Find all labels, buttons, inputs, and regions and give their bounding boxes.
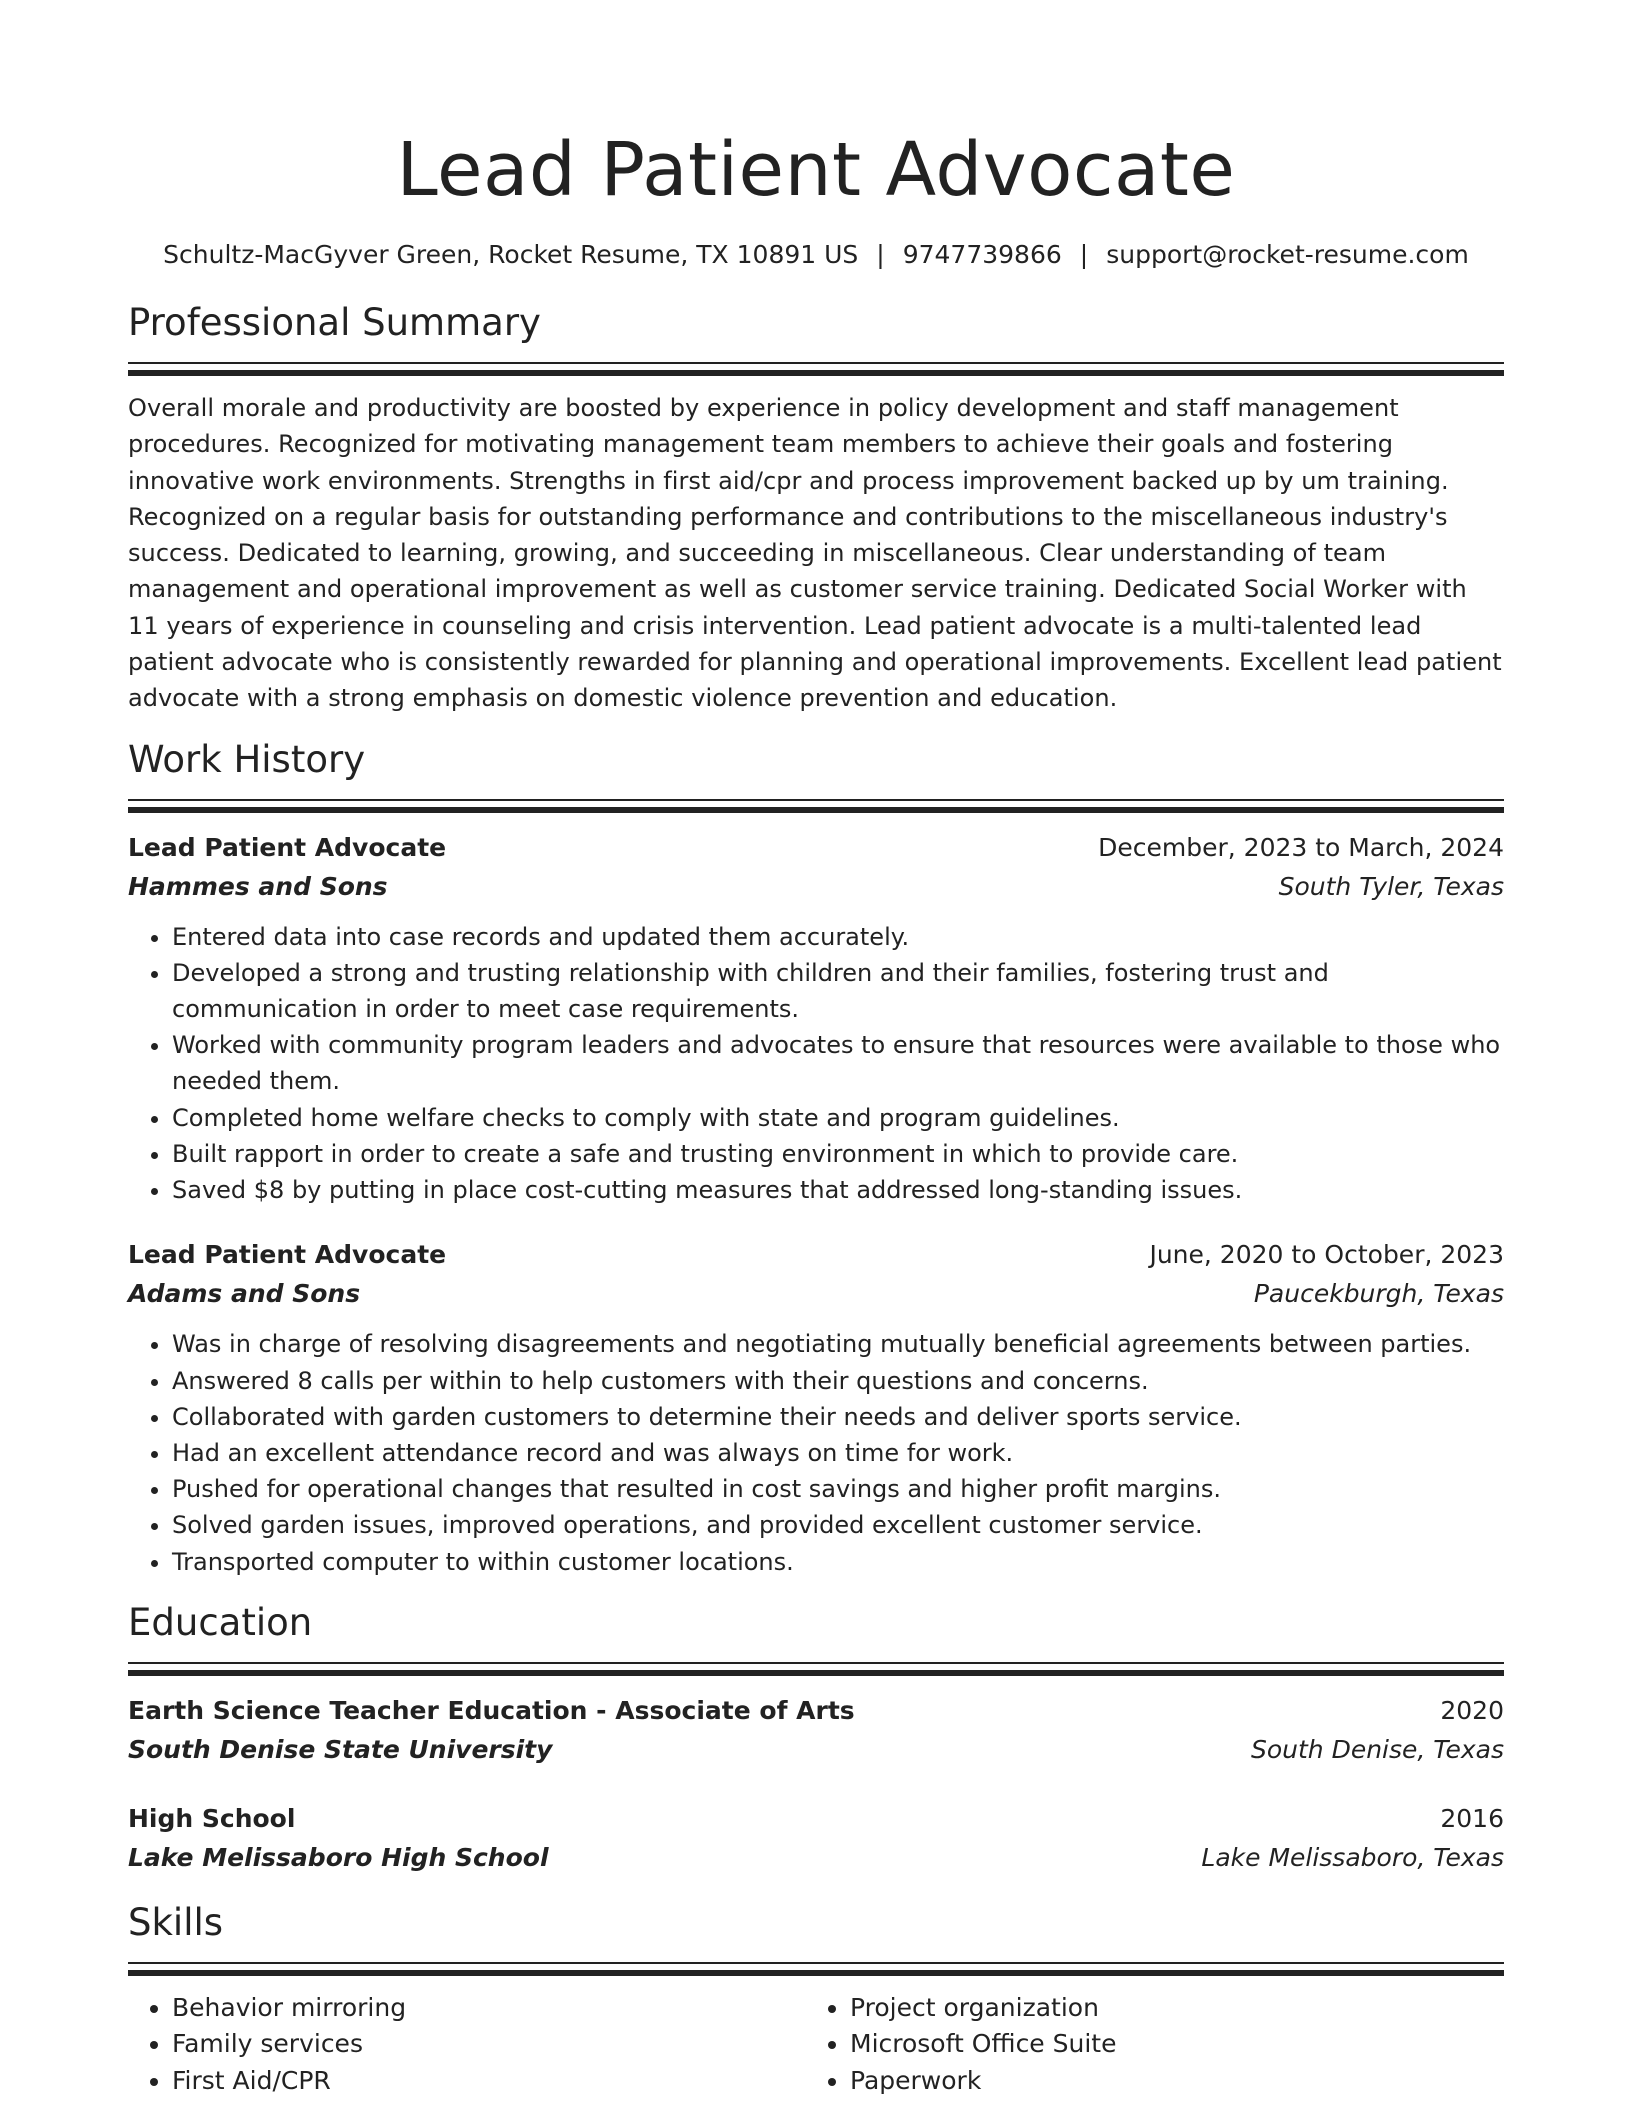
school-name: Lake Melissaboro High School xyxy=(128,1842,549,1872)
list-item: • Solved garden issues, improved operations, and provided excellent customer service. xyxy=(172,1507,1504,1543)
section-heading-work: Work History xyxy=(128,737,366,781)
job-location: Paucekburgh, Texas xyxy=(1253,1279,1504,1309)
list-item: • Pushed for operational changes that resulted in cost savings and higher profit margins. xyxy=(172,1471,1504,1507)
list-item: • Answered 8 calls per within to help customers with their questions and concerns. xyxy=(172,1363,1504,1399)
work-section xyxy=(128,735,1504,1580)
list-item: • Entered data into case records and updated them accurately. xyxy=(172,919,1504,955)
education-year: 2016 xyxy=(1440,1803,1504,1833)
education-entry xyxy=(128,1800,1504,1878)
job-dates: June, 2020 to October, 2023 xyxy=(1149,1240,1504,1270)
skill-item: • First Aid/CPR xyxy=(172,2063,806,2099)
job-company: Hammes and Sons xyxy=(128,871,388,901)
degree: High School xyxy=(128,1803,296,1833)
resume-page xyxy=(128,0,1504,2099)
job-entry xyxy=(128,1236,1504,1579)
section-heading-education: Education xyxy=(128,1600,313,1644)
school-location: Lake Melissaboro, Texas xyxy=(1201,1842,1504,1872)
school-location: South Denise, Texas xyxy=(1250,1734,1504,1764)
list-item: • Was in charge of resolving disagreements and negotiating mutually beneficial agreements between parties. xyxy=(172,1326,1504,1362)
section-divider xyxy=(128,362,1504,376)
skills-section xyxy=(128,1898,1504,2099)
skills-columns xyxy=(128,1990,1504,2099)
list-item: • Worked with community program leaders and advocates to ensure that resources were available to those who needed them. xyxy=(172,1027,1504,1099)
list-item: • Built rapport in order to create a safe and trusting environment in which to provide care. xyxy=(172,1136,1504,1172)
contact-address: Schultz-MacGyver Green, Rocket Resume, TX 10891 US xyxy=(163,240,859,269)
skill-item: • Behavior mirroring xyxy=(172,1990,806,2026)
skill-item: • Project organization xyxy=(850,1990,1484,2026)
list-item: • Saved $8 by putting in place cost-cutting measures that addressed long-standing issues. xyxy=(172,1172,1504,1208)
list-item: • Completed home welfare checks to comply with state and program guidelines. xyxy=(172,1100,1504,1136)
contact-line xyxy=(128,238,1504,272)
job-company: Adams and Sons xyxy=(128,1279,361,1309)
job-bullets xyxy=(128,919,1504,1209)
section-heading-skills: Skills xyxy=(128,1900,224,1944)
education-year: 2020 xyxy=(1440,1695,1504,1725)
contact-separator: | xyxy=(876,240,885,269)
resume-title: Lead Patient Advocate xyxy=(396,127,1236,213)
degree: Earth Science Teacher Education - Associate of Arts xyxy=(128,1695,855,1725)
skills-list-right xyxy=(806,1990,1484,2099)
summary-text: Overall morale and productivity are boosted by experience in policy development and staff management procedures. Recognized for motivating management team members to achieve their goals and fostering innovative work environments. Strengths in first aid/cpr and process improvement backed up by um training. Recognized on a regular basis for outstanding performance and contributions to the miscellaneous industry's success. Dedicated to learning, growing, and succeeding in miscellaneous. Clear understanding of team management and operational improvement as well as customer service training. Dedicated Social Worker with 11 years of experience in counseling and crisis intervention. Lead patient advocate is a multi-talented lead patient advocate who is consistently rewarded for planning and operational improvements. Excellent lead patient advocate with a strong emphasis on domestic violence prevention and education. xyxy=(128,394,1502,713)
job-location: South Tyler, Texas xyxy=(1278,871,1504,901)
school-name: South Denise State University xyxy=(128,1734,553,1764)
job-title: Lead Patient Advocate xyxy=(128,1240,447,1270)
contact-phone: 9747739866 xyxy=(902,240,1062,269)
list-item: • Transported computer to within customer locations. xyxy=(172,1544,1504,1580)
section-heading-summary: Professional Summary xyxy=(128,301,541,344)
skill-item: • Microsoft Office Suite xyxy=(850,2026,1484,2062)
skills-list-left xyxy=(128,1990,806,2099)
list-item: • Developed a strong and trusting relationship with children and their families, fostering trust and communication in order to meet case requirements. xyxy=(172,955,1504,1027)
education-section xyxy=(128,1598,1504,1878)
education-entry xyxy=(128,1692,1504,1770)
section-divider xyxy=(128,1662,1504,1676)
section-divider xyxy=(128,1962,1504,1976)
job-entry xyxy=(128,829,1504,1209)
skill-item: • Paperwork xyxy=(850,2063,1484,2099)
summary-section xyxy=(128,298,1504,717)
job-dates: December, 2023 to March, 2024 xyxy=(1098,832,1504,862)
skill-item: • Family services xyxy=(172,2026,806,2062)
list-item: • Collaborated with garden customers to determine their needs and deliver sports service. xyxy=(172,1399,1504,1435)
contact-separator: | xyxy=(1079,240,1089,269)
list-item: • Had an excellent attendance record and was always on time for work. xyxy=(172,1435,1504,1471)
job-title: Lead Patient Advocate xyxy=(128,832,447,862)
job-bullets xyxy=(128,1326,1504,1579)
section-divider xyxy=(128,799,1504,813)
contact-email: support@rocket-resume.com xyxy=(1106,240,1469,269)
